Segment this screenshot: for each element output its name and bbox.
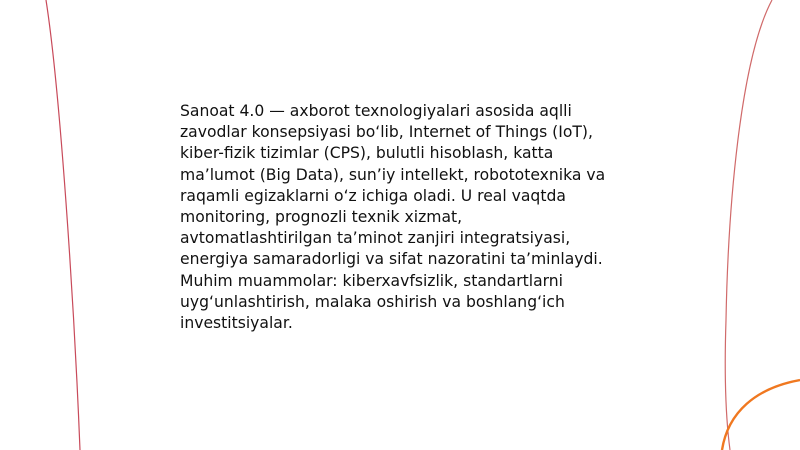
right-arc (725, 0, 772, 450)
left-arc (46, 0, 80, 450)
orange-arc (722, 380, 800, 450)
body-paragraph: Sanoat 4.0 — axborot texnologiyalari asosida aqlli zavodlar konsepsiyasi bo‘lib, Internet of Things (IoT), kiber-fizik tizimlar (CPS), bulutli hisoblash, katta ma’lumot (Big Data), sun’iy intellekt, robototexnika va raqamli egizaklarni o‘z ichiga oladi. U real vaqtda monitoring, prognozli texnik xizmat, avtomatlashtirilgan ta’minot zanjiri integratsiyasi, energiya samaradorligi va sifat nazoratini ta’minlaydi. Muhim muammolar: kiberxavfsizlik, standartlarni uyg‘unlashtirish, malaka oshirish va boshlang‘ich investitsiyalar. (180, 102, 606, 333)
